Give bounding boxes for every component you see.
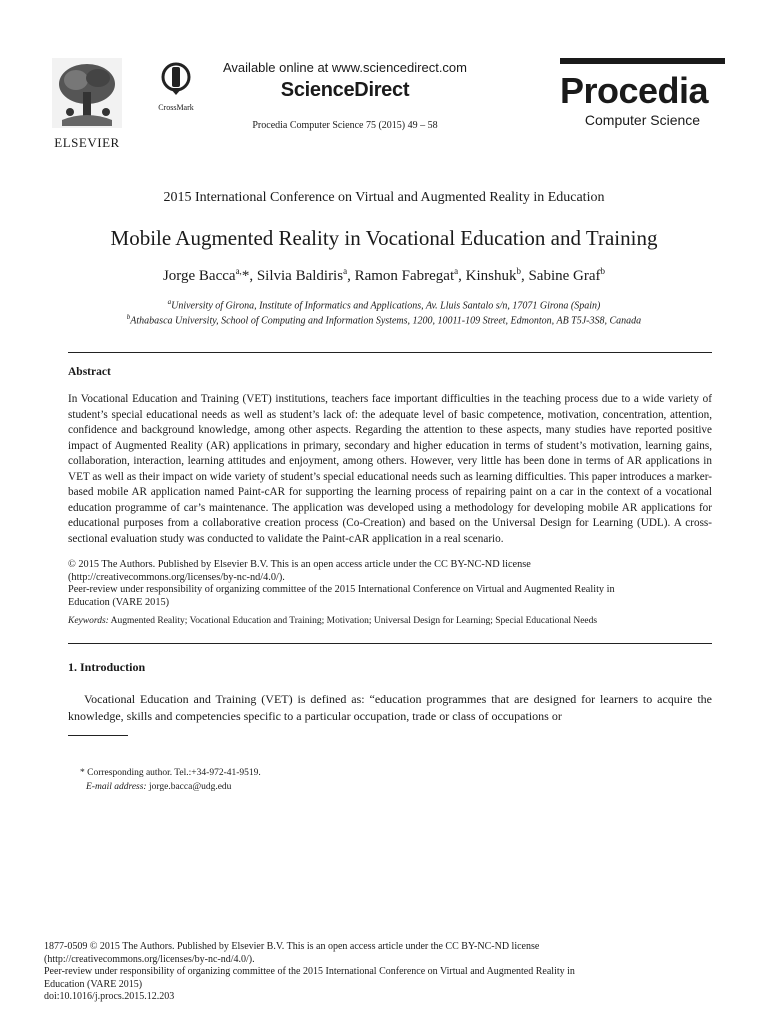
abstract-heading: Abstract: [68, 366, 111, 378]
abstract-body: In Vocational Education and Training (VET) institutions, teachers face important difficulties in the teaching process due to a wide variety of student’s special educational needs as well as student’s lack of: the adequate level of basic competence, motivation, concentration, attention, confidence and background knowledge, among other aspects. Regarding the attention to these aspects, many studies have reported positive impact of Augmented Reality (AR) applications in primary, secondary and higher education in terms of student’s motivation, learning gains, collaboration, interaction, learning attitudes and enjoyment, among others. However, very little has been done in terms of AR applications in VET as well as their impact on wide variety of student’s special educational needs such as learning difficulties. This paper introduces a marker-based mobile AR application named Paint-cAR for supporting the learning process of repairing paint on a car in the context of a vocational education programme of car’s maintenance. The application was developed using a methodology for developing mobile AR applications for educational purposes from a collaborative creation process (Co-Creation) and based on the Universal Design for Learning (UDL). A cross-sectional evaluation study was conducted to validate the Paint-cAR application in a real scenario.: [68, 393, 712, 545]
author-name: , Sabine Graf: [520, 268, 601, 284]
crossmark-badge[interactable]: [154, 62, 198, 112]
keywords: [68, 616, 712, 626]
elsevier-wordmark: ELSEVIER: [54, 135, 120, 150]
divider: [68, 352, 712, 353]
procedia-subtitle: Computer Science: [584, 112, 701, 128]
affiliation-b: [0, 313, 768, 326]
elsevier-logo: [44, 58, 130, 148]
email-line: [86, 782, 231, 792]
footer-issn: 1877-0509 © 2015 The Authors. Published by Elsevier B.V. This is an open access article under the CC BY-NC-ND license: [44, 941, 540, 952]
procedia-logo: [560, 58, 725, 128]
footnote-rule: [68, 735, 128, 736]
available-online[interactable]: Available online at www.sciencedirect.com: [223, 60, 467, 75]
author-sup: b: [516, 266, 521, 276]
author-name: , Kinshuk: [458, 268, 517, 284]
crossmark-icon: [161, 62, 191, 96]
sciencedirect-block: [200, 60, 490, 131]
author-name: Jorge Bacca: [162, 268, 236, 284]
footer-peer-review: Education (VARE 2015): [44, 978, 143, 990]
footer-doi[interactable]: doi:10.1016/j.procs.2015.12.203: [44, 991, 175, 1002]
email-address[interactable]: jorge.bacca@udg.edu: [146, 782, 232, 792]
paper-title: Mobile Augmented Reality in Vocational Education and Training: [110, 226, 658, 250]
introduction-body: Vocational Education and Training (VET) is defined as: “education programmes that are designed for learners to acquire the knowledge, skills and competencies specific to a particular occupation, trade or class of occupations or: [68, 692, 712, 723]
footer-peer-review: Peer-review under responsibility of organizing committee of the 2015 International Conference on Virtual and Augmented Reality in: [44, 966, 575, 977]
introduction-heading: 1. Introduction: [68, 660, 146, 674]
keywords-text: Augmented Reality; Vocational Education and Training; Motivation; Universal Design for Learning; Special Educational Needs: [108, 616, 598, 626]
elsevier-tree-icon: [52, 58, 122, 128]
corresponding-author: * Corresponding author. Tel.:+34-972-41-9519.: [80, 768, 261, 778]
divider: [68, 643, 712, 644]
footer: [44, 941, 575, 1004]
peer-review-line: Peer-review under responsibility of organizing committee of the 2015 International Conference on Virtual and Augmented Reality in: [68, 584, 615, 596]
author-name: , Ramon Fabregat: [347, 268, 455, 284]
affiliation-a: [0, 298, 768, 311]
affiliation-text: University of Girona, Institute of Informatics and Applications, Av. Lluis Santalo s/n, 17071 Girona (Spain): [171, 300, 601, 312]
author-sup: b: [600, 266, 606, 276]
author-name: , Silvia Baldiris: [249, 268, 344, 284]
author-sup: a: [454, 266, 459, 276]
copyright-line: © 2015 The Authors. Published by Elsevier B.V. This is an open access article under the CC BY-NC-ND license: [68, 559, 531, 570]
abstract-copyright: [68, 559, 712, 609]
footer-license-link[interactable]: (http://creativecommons.org/licenses/by-nc-nd/4.0/).: [44, 953, 255, 965]
procedia-bar: [560, 58, 725, 64]
author-list: [0, 266, 768, 285]
author-sup: a,: [235, 266, 242, 276]
affiliation-sup: b: [126, 313, 131, 321]
sciencedirect-logo: ScienceDirect: [280, 79, 410, 101]
procedia-name: Procedia: [560, 70, 709, 111]
corresponding-mark: *: [241, 268, 250, 284]
email-label: E-mail address:: [86, 782, 147, 792]
affiliation-text: Athabasca University, School of Computing and Information Systems, 1200, 10011-109 Street, Edmonton, AB T5J-3S8, Canada: [130, 315, 642, 327]
conference-name: 2015 International Conference on Virtual and Augmented Reality in Education: [163, 190, 605, 205]
journal-reference: Procedia Computer Science 75 (2015) 49 – 58: [252, 120, 438, 131]
author-sup: a: [343, 266, 348, 276]
peer-review-line: Education (VARE 2015): [68, 596, 170, 608]
affiliation-sup: a: [167, 298, 172, 306]
crossmark-label: CrossMark: [158, 103, 194, 112]
license-link[interactable]: (http://creativecommons.org/licenses/by-nc-nd/4.0/).: [68, 571, 285, 583]
keywords-label: Keywords:: [68, 616, 109, 626]
